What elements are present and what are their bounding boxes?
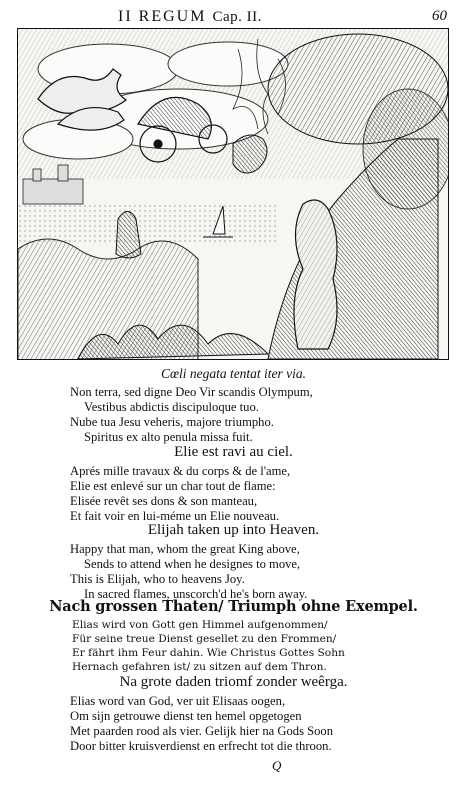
latin-line-3: Nube tua Jesu veheris, majore triumpho. [70, 415, 274, 429]
dutch-line-2: Om sijn getrouwe dienst ten hemel opgetogen [70, 709, 302, 723]
french-line-2: Elie est enlevé sur un char tout de flame: [70, 479, 276, 493]
signature-mark: Q [272, 758, 282, 773]
english-line-2: Sends to attend when he designes to move, [84, 557, 301, 571]
german-heading: Nach grossen Thaten/ Triumph ohne Exempel. [49, 598, 418, 615]
running-title [118, 8, 262, 26]
running-title-text: II REGUM [118, 8, 207, 25]
german-line-1: Elias wird von Gott gen Himmel aufgenommen/ [72, 619, 328, 631]
dutch-line-4: Door bitter kruisverdienst en erfrecht tot die throon. [70, 739, 332, 753]
dutch-line-3: Met paarden rood als vier. Gelijk hier na Gods Soon [70, 724, 334, 738]
latin-line-4: Spiritus ex alto penula missa fuit. [84, 430, 253, 444]
french-line-3: Elisée revêt ses dons & son manteau, [70, 494, 258, 508]
latin-line-1: Non terra, sed digne Deo Vir scandis Olympum, [70, 385, 313, 399]
german-line-3: Er fährt ihm Feur dahin. Wie Christus Gottes Sohn [72, 647, 345, 659]
french-line-1: Aprés mille travaux & du corps & de l'ame, [70, 464, 291, 478]
english-line-3: This is Elijah, who to heavens Joy. [70, 572, 245, 586]
english-line-4: In sacred flames, unscorch'd he's born away. [84, 587, 308, 601]
dutch-heading: Na grote daden triomf zonder weêrga. [119, 674, 348, 690]
dutch-verse [70, 694, 440, 754]
german-line-4: Hernach gefahren ist/ zu sitzen auf dem Thron. [72, 661, 327, 673]
river [18, 204, 278, 244]
illustration-caption: Cœli negata tentat iter via. [160, 366, 307, 381]
french-line-4: Et fait voir en lui-méme un Elie nouveau. [70, 509, 280, 523]
page-number: 60 [432, 8, 447, 24]
english-line-1: Happy that man, whom the great King above, [70, 542, 300, 556]
latin-line-2: Vestibus abdictis discipuloque tuo. [84, 400, 259, 414]
english-heading: Elijah taken up into Heaven. [147, 522, 320, 538]
french-heading: Elie est ravi au ciel. [174, 444, 293, 460]
french-verse [70, 464, 440, 524]
dutch-line-1: Elias word van God, ver uit Elisaas oogen, [70, 694, 286, 708]
engraving-svg [18, 29, 448, 359]
page-header [0, 6, 467, 28]
latin-verse [70, 385, 440, 445]
german-verse [72, 618, 442, 674]
german-line-2: Für seine treue Dienst gesellet zu den Frommen/ [72, 633, 337, 645]
english-verse [70, 542, 440, 602]
engraving-illustration [17, 28, 449, 360]
chapter-label: Cap. II. [212, 9, 262, 25]
